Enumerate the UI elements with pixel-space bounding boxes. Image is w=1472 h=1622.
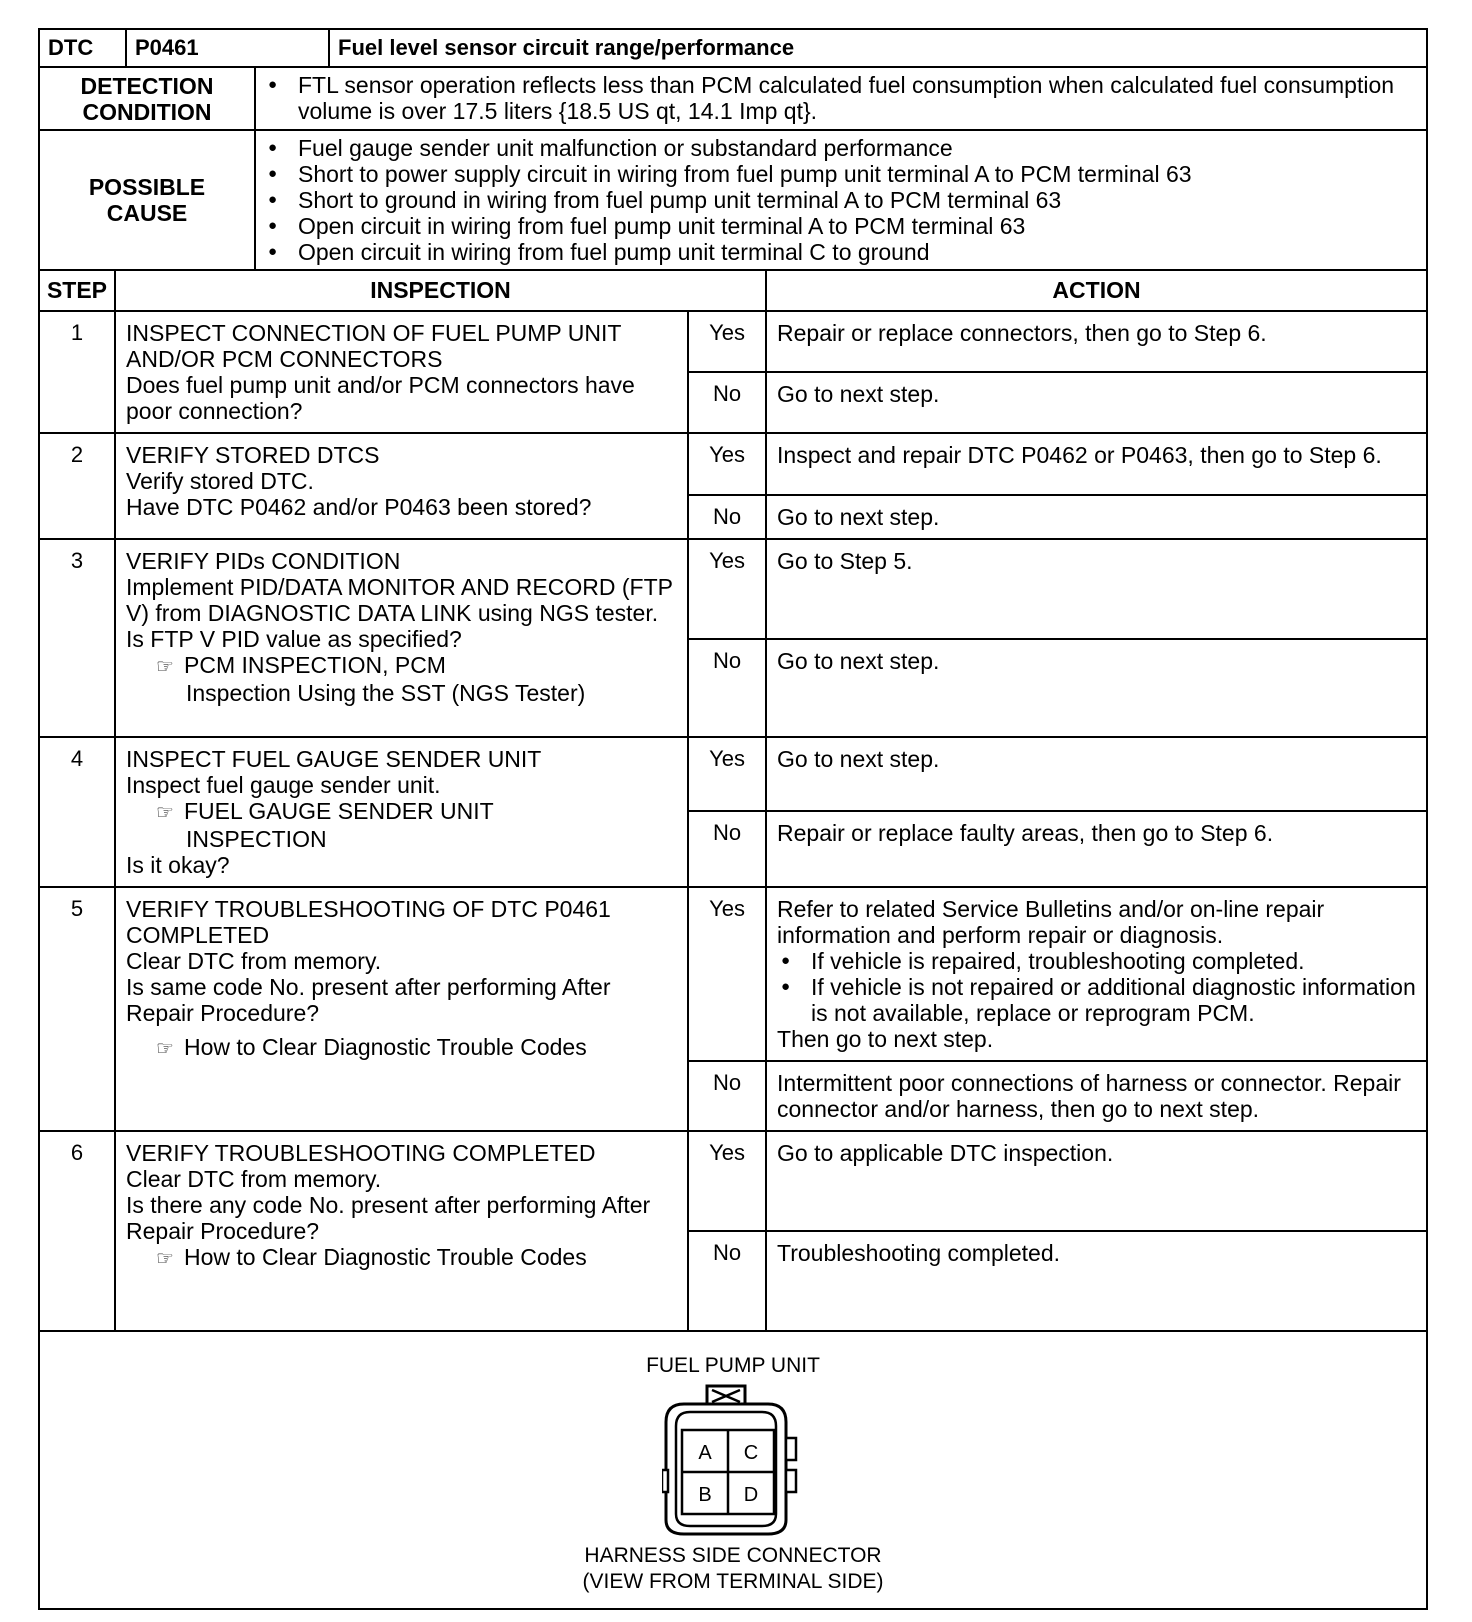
reference-text: PCM INSPECTION, PCM [184, 652, 446, 678]
action-no: Repair or replace faulty areas, then go to Step 6. [766, 811, 1427, 887]
reference-hand-icon: ☞ [156, 1248, 174, 1270]
figure-caption: HARNESS SIDE CONNECTOR [584, 1544, 882, 1567]
condition-table [38, 68, 1428, 271]
cause-label-line2: CAUSE [106, 200, 188, 226]
step-instruction: Clear DTC from memory. [126, 948, 382, 974]
detection-condition-label [39, 68, 255, 130]
reference-text: How to Clear Diagnostic Trouble Codes [184, 1034, 587, 1060]
reference-hand-icon: ☞ [156, 802, 174, 824]
answer-yes: Yes [688, 539, 766, 639]
reference-hand-icon: ☞ [156, 1038, 174, 1060]
dtc-header-table [38, 28, 1428, 68]
cause-item: ● Short to ground in wiring from fuel pump unit terminal A to PCM terminal 63 [268, 187, 1418, 213]
step-row [39, 539, 1427, 639]
column-step: STEP [39, 271, 115, 311]
action-no: Go to next step. [766, 372, 1427, 433]
action-yes: Go to Step 5. [766, 539, 1427, 639]
fuel-pump-connector-diagram [662, 1384, 812, 1536]
reference-text-continued: Inspection Using the SST (NGS Tester) [186, 680, 586, 706]
action-no: Go to next step. [766, 639, 1427, 737]
step-number: 3 [39, 539, 115, 737]
action-yes-intro: Refer to related Service Bulletins and/or on-line repair information and perform repair or diagnosis. [777, 896, 1325, 948]
answer-no: No [688, 495, 766, 539]
step-question: Does fuel pump unit and/or PCM connectors have poor connection? [126, 372, 635, 424]
step-inspection [115, 433, 688, 539]
step-row [39, 737, 1427, 811]
action-yes-outro: Then go to next step. [777, 1026, 994, 1052]
possible-cause-label [39, 130, 255, 270]
step-instruction: Clear DTC from memory. [126, 1166, 382, 1192]
possible-cause-list [255, 130, 1427, 270]
answer-yes: Yes [688, 311, 766, 372]
terminal-c: C [743, 1442, 759, 1464]
answer-no: No [688, 811, 766, 887]
answer-no: No [688, 639, 766, 737]
dtc-sheet [38, 28, 1428, 1610]
action-yes-item: ● If vehicle is not repaired or additional diagnostic information is not available, replace or reprogram PCM. [781, 974, 1416, 1026]
step-row [39, 887, 1427, 1061]
step-row [39, 311, 1427, 372]
step-number: 1 [39, 311, 115, 433]
manual-reference[interactable] [126, 652, 677, 706]
detection-label-line2: CONDITION [82, 98, 212, 125]
reference-text: FUEL GAUGE SENDER UNIT [184, 798, 494, 824]
step-title: VERIFY PIDs CONDITION [126, 548, 401, 574]
connector-side-lock-right [786, 1438, 796, 1460]
manual-reference[interactable] [126, 1034, 677, 1062]
connector-side-lock-right-lower [786, 1470, 796, 1492]
step-row [39, 1131, 1427, 1231]
step-title: VERIFY TROUBLESHOOTING COMPLETED [126, 1140, 596, 1166]
connector-figure [38, 1332, 1428, 1610]
reference-hand-icon: ☞ [156, 656, 174, 678]
steps-table [38, 271, 1428, 1332]
column-action: ACTION [766, 271, 1427, 311]
action-yes: Go to next step. [766, 737, 1427, 811]
step-question: Is same code No. present after performing After Repair Procedure? [126, 974, 611, 1026]
dtc-label: DTC [39, 29, 126, 67]
step-number: 4 [39, 737, 115, 887]
action-yes-item: ● If vehicle is repaired, troubleshooting completed. [781, 948, 1416, 974]
manual-reference[interactable] [126, 798, 677, 852]
detection-label-line1: DETECTION [80, 72, 214, 99]
answer-yes: Yes [688, 887, 766, 1061]
step-number: 5 [39, 887, 115, 1131]
step-inspection [115, 539, 688, 737]
terminal-d: D [743, 1484, 759, 1506]
step-instruction: Inspect fuel gauge sender unit. [126, 772, 441, 798]
step-instruction: Implement PID/DATA MONITOR AND RECORD (FTP V) from DIAGNOSTIC DATA LINK using NGS tester. [126, 574, 673, 626]
answer-no: No [688, 372, 766, 433]
step-number: 2 [39, 433, 115, 539]
step-instruction: Verify stored DTC. [126, 468, 314, 494]
step-inspection [115, 887, 688, 1131]
answer-no: No [688, 1231, 766, 1331]
action-no: Intermittent poor connections of harness or connector. Repair connector and/or harness, then go to next step. [766, 1061, 1427, 1131]
action-no: Troubleshooting completed. [766, 1231, 1427, 1331]
step-title: VERIFY TROUBLESHOOTING OF DTC P0461 COMPLETED [126, 896, 611, 948]
terminal-b: B [698, 1484, 712, 1506]
answer-yes: Yes [688, 1131, 766, 1231]
answer-yes: Yes [688, 737, 766, 811]
dtc-code: P0461 [126, 29, 329, 67]
step-inspection [115, 737, 688, 887]
cause-item: ● Fuel gauge sender unit malfunction or substandard performance [268, 135, 1418, 161]
step-title: VERIFY STORED DTCS [126, 442, 380, 468]
answer-no: No [688, 1061, 766, 1131]
step-row [39, 433, 1427, 495]
action-yes [766, 887, 1427, 1061]
step-question: Have DTC P0462 and/or P0463 been stored? [126, 494, 592, 520]
detection-condition-text [255, 68, 1427, 130]
step-inspection [115, 311, 688, 433]
step-question: Is it okay? [126, 852, 230, 878]
action-yes: Inspect and repair DTC P0462 or P0463, then go to Step 6. [766, 433, 1427, 495]
action-yes: Repair or replace connectors, then go to Step 6. [766, 311, 1427, 372]
reference-text: How to Clear Diagnostic Trouble Codes [184, 1244, 587, 1270]
figure-title: FUEL PUMP UNIT [646, 1354, 820, 1377]
detection-item: ● FTL sensor operation reflects less than PCM calculated fuel consumption when calculated fuel consumption volume is over 17.5 liters {18.5 US qt, 14.1 Imp qt}. [268, 72, 1418, 124]
cause-item: ● Open circuit in wiring from fuel pump unit terminal A to PCM terminal 63 [268, 213, 1418, 239]
step-inspection [115, 1131, 688, 1331]
step-title: INSPECT CONNECTION OF FUEL PUMP UNIT AND/OR PCM CONNECTORS [126, 320, 621, 372]
connector-side-lock-left [662, 1470, 668, 1492]
step-question: Is there any code No. present after performing After Repair Procedure? [126, 1192, 651, 1244]
step-number: 6 [39, 1131, 115, 1331]
step-title: INSPECT FUEL GAUGE SENDER UNIT [126, 746, 542, 772]
reference-text-continued: INSPECTION [186, 826, 327, 852]
action-yes: Go to applicable DTC inspection. [766, 1131, 1427, 1231]
cause-item: ● Short to power supply circuit in wiring from fuel pump unit terminal A to PCM terminal 63 [268, 161, 1418, 187]
figure-caption-view: (VIEW FROM TERMINAL SIDE) [582, 1570, 884, 1593]
step-question: Is FTP V PID value as specified? [126, 626, 462, 652]
dtc-title: Fuel level sensor circuit range/performance [329, 29, 1427, 67]
cause-item: ● Open circuit in wiring from fuel pump unit terminal C to ground [268, 239, 1418, 265]
column-inspection: INSPECTION [115, 271, 766, 311]
action-no: Go to next step. [766, 495, 1427, 539]
manual-reference[interactable] [126, 1244, 677, 1272]
terminal-a: A [698, 1442, 712, 1464]
cause-label-line1: POSSIBLE [88, 174, 206, 200]
answer-yes: Yes [688, 433, 766, 495]
